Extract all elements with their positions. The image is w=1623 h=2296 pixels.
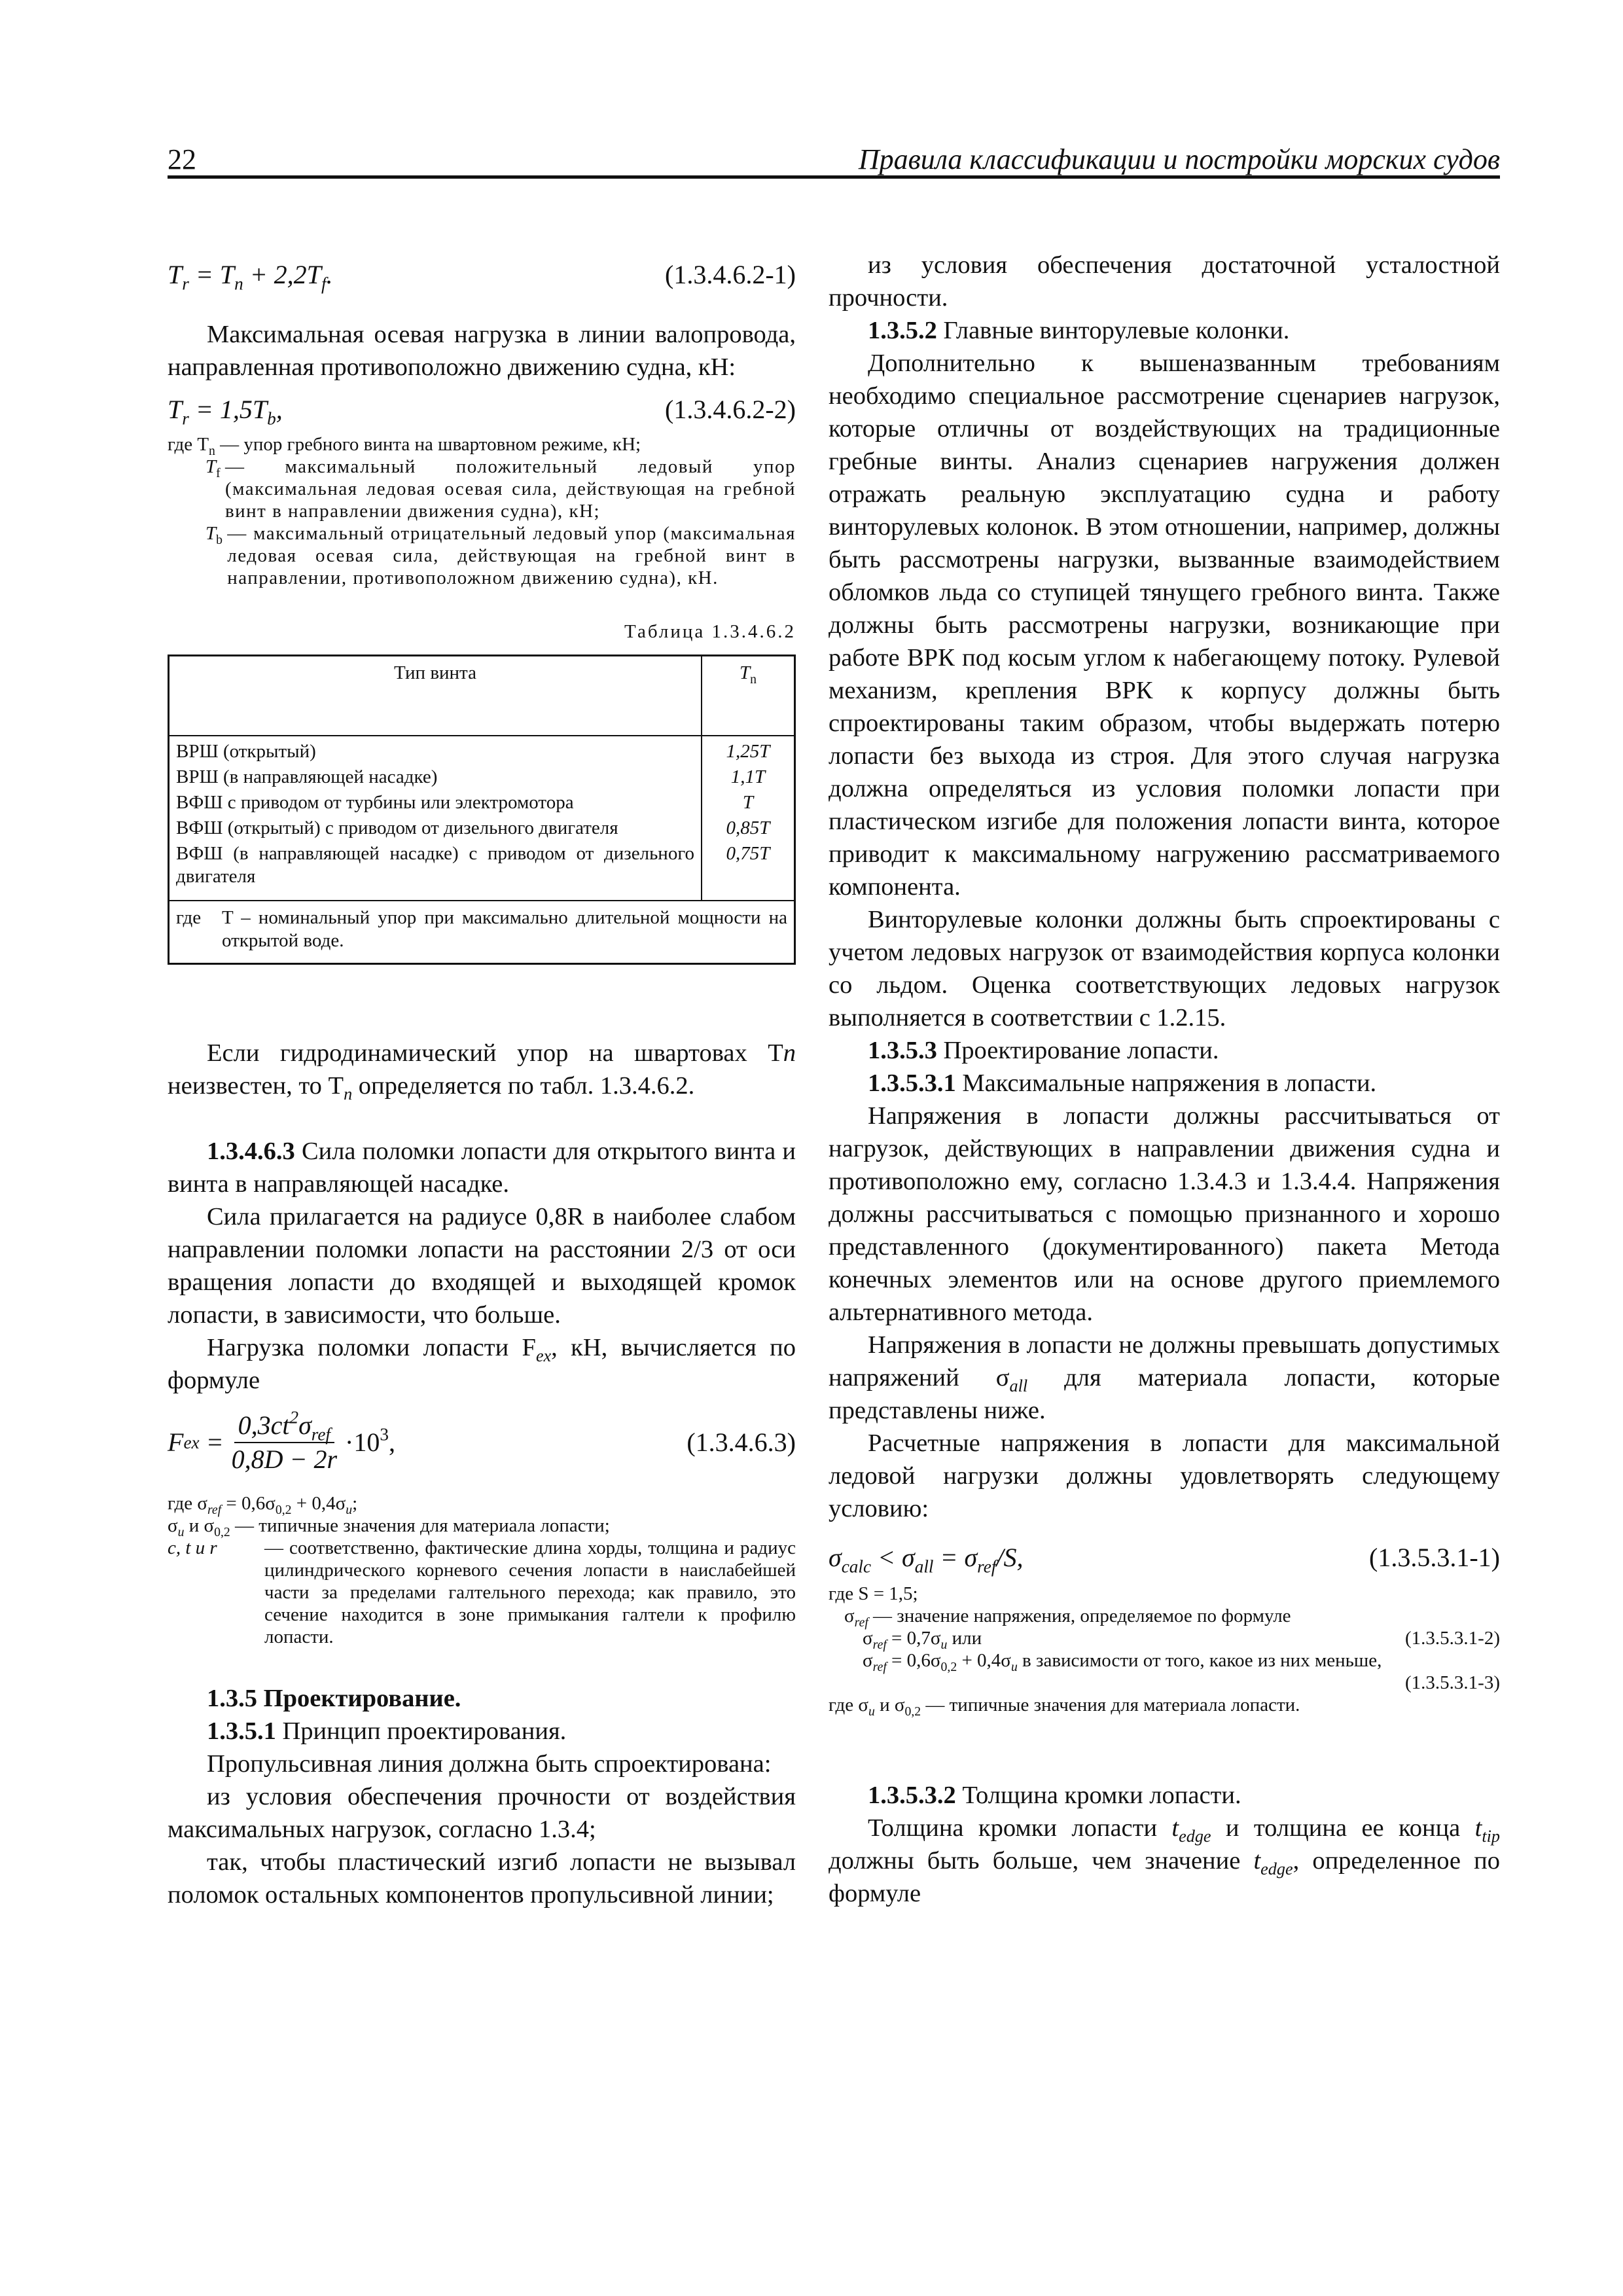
equation-number: (1.3.4.6.2-2) [665, 395, 796, 424]
paragraph-fatigue: из условия обеспечения достаточной усталостной прочности. [829, 251, 1500, 312]
paragraph-propulsion: Пропульсивная линия должна быть спроектирована: [207, 1750, 772, 1778]
paragraph-force-radius: Сила прилагается на радиусе 0,8R в наиболее слабом направлении поломки лопасти на расстоянии 2/3 от оси вращения лопасти до входящей и выходящей кромок лопасти, в зависимости, что больше. [168, 1203, 796, 1329]
paragraph-stress-calc: Напряжения в лопасти должны рассчитываться от нагрузок, действующих в направлении движения судна и противоположно ему, согласно 1.3.4.3 и 1.3.4.4. Напряжения должны рассчитываться с помощью признанного и хорошо представленного (документированного) пакета Метода конечных элементов или на основе другого приемлемого альтернативного метода. [829, 1102, 1500, 1326]
section-1-3-4-6-3: 1.3.4.6.3 Сила поломки лопасти для открытого винта и винта в направляющей насадке. [168, 1138, 796, 1198]
definitions-stress: где S = 1,5; $\sigma_{ref}$ — значение напряжения, определяемое по формуле $\sigma_{ref} = 0,7\sigma_u$ или (1.3.5.3.1-2) $\sigma_{ref} = 0,6\sigma_{0,2} + 0,4\sigma_u$ в зависимости от того, какое из них меньше, (1.3.5.3.1-3) где $\sigma_u$ и $\sigma_{0,2}$ — типичные значения для материала лопасти. [829, 1583, 1500, 1719]
equation-1346-3: F ex = $\frac{0,3ct^2\sigma_{ref}}{0,8D - 2r}$ $\cdot 10^3$, (1.3.4.6.3) [168, 1403, 796, 1482]
table-row: ВРШ (открытый) 1,25T [169, 736, 795, 764]
section-1-3-5-3-2: 1.3.5.3.2 Толщина кромки лопасти. [868, 1782, 1241, 1809]
table-row: ВРШ (в направляющей насадке) 1,1T [169, 764, 795, 790]
table-header-row [169, 656, 795, 736]
section-1-3-5-3-1: 1.3.5.3.1 Максимальные напряжения в лопасти. [868, 1069, 1377, 1097]
equation-1346-2-1: $T_r = T_n + 2,2T_f$. (1.3.4.6.2-1) [168, 258, 796, 292]
table-head-type: Тип винта [169, 656, 702, 736]
definitions-thrust: где $T_n$ — упор гребного винта на швартовном режиме, кН; $T_f$ — максимальный положительный ледовый упор (максимальная ледовая осевая сила, действующая на гребной винт в направлении движения судна), кН; $T_b$ — максимальный отрицательный ледовый упор (максимальная ледовая осевая сила, действующая на гребной винт в направлении, противоположном движению судна), кН. [168, 434, 796, 588]
section-1-3-5-title: 1.3.5 Проектирование. [207, 1685, 461, 1712]
paragraph-condition-2: так, чтобы пластический изгиб лопасти не вызывал поломок остальных компонентов пропульсивной линии; [168, 1848, 796, 1909]
page-number: 22 [168, 143, 196, 175]
definitions-blade-force: где $\sigma_{ref} = 0,6\sigma_{0,2} + 0,4\sigma_u$; $\sigma_u$ и $\sigma_{0,2}$ — типичные значения для материала лопасти; c, t и r — соответственно, фактические длина хорды, толщина и радиус цилиндрического корневого сечения лопасти в наислабейшей части за пределами галтельного перехода; как правило, это сечение находится в зоне примыкания галтели к профилю лопасти. [168, 1493, 796, 1647]
equation-number: (1.3.4.6.2-1) [665, 260, 796, 289]
table-note-row: где T – номинальный упор при максимально длительной мощности на открытой воде. [169, 901, 795, 964]
paragraph-ice-loads: Винторулевые колонки должны быть спроектированы с учетом ледовых нагрузок от взаимодействия корпуса колонки со льдом. Оценка соответствующих ледовых нагрузок выполняется в соответствии с 1.2.15. [829, 906, 1500, 1031]
header-rule [168, 175, 1500, 179]
equation-number: (1.3.4.6.3) [687, 1427, 796, 1457]
table-row: ВФШ (открытый) с приводом от дизельного двигателя 0,85T [169, 816, 795, 841]
table-head-tn: $T_n$ [702, 656, 795, 736]
running-title: Правила классификации и постройки морских судов [858, 143, 1500, 175]
paragraph-if-unknown: Если гидродинамический упор на швартовах Tn неизвестен, то $T_n$ определяется по табл. 1.3.4.6.2. [168, 1039, 796, 1104]
formula-fraction: $\frac{0,3ct^2\sigma_{ref}}{0,8D - 2r}$ [231, 1407, 338, 1474]
paragraph-scenarios: Дополнительно к вышеназванным требованиям необходимо специальное рассмотрение сценариев нагрузок, которые отличны от воздействующих на традиционные гребные винты. Анализ сценариев нагружения должен отражать реальную эксплуатацию судна и работу винторулевых колонок. В этом отношении, например, должны быть рассмотрены нагрузки, вызванные взаимодействием обломков льда со ступицей тянущего гребного винта. Также должны быть рассмотрены нагрузки, возникающие при работе ВРК под косым углом к набегающему потоку. Рулевой механизм, крепления ВРК к корпусу должны быть спроектированы таким образом, чтобы выдержать потерю лопасти без выхода из строя. Для этого случая нагрузка должна определяться из условия поломки лопасти при пластическом изгибе для положения лопасти винта, которое приводит к максимальному нагружению рассматриваемого компонента. [829, 350, 1500, 901]
paragraph-load-formula: Нагрузка поломки лопасти $F_{ex}$, кН, вычисляется по формуле [168, 1334, 796, 1394]
section-1-3-5-1: 1.3.5.1 Принцип проектирования. [207, 1717, 567, 1745]
paragraph-design-stress: Расчетные напряжения в лопасти для максимальной ледовой нагрузки должны удовлетворять следующему условию: [829, 1429, 1500, 1522]
equation-number: (1.3.5.3.1-1) [1369, 1543, 1500, 1572]
equation-1346-2-2: $T_r = 1,5T_b$, (1.3.4.6.2-2) [168, 393, 796, 427]
paragraph-condition-1: из условия обеспечения прочности от воздействия максимальных нагрузок, согласно 1.3.4; [168, 1783, 796, 1843]
section-1-3-5-2: 1.3.5.2 Главные винторулевые колонки. [868, 317, 1290, 344]
paragraph-edge-thickness: Толщина кромки лопасти $t_{edge}$ и толщина ее конца $t_{tip}$ должны быть больше, чем значение $t_{edge}$, определенное по формуле [829, 1814, 1500, 1907]
table-row: ВФШ (в направляющей насадке) с приводом от дизельного двигателя 0,75T [169, 841, 795, 901]
section-1-3-5-3: 1.3.5.3 Проектирование лопасти. [868, 1037, 1219, 1064]
equation-1353-1-1: $\sigma_{calc} < \sigma_{all} = \sigma_{ref}/S$, (1.3.5.3.1-1) [829, 1541, 1500, 1575]
paragraph-max-axial: Максимальная осевая нагрузка в линии валопровода, направленная противоположно движению судна, кН: [168, 321, 796, 381]
table-caption: Таблица 1.3.4.6.2 [624, 621, 796, 642]
left-column [168, 249, 796, 1911]
thrust-table [168, 655, 796, 965]
right-column [829, 249, 1500, 1910]
paragraph-allowable: Напряжения в лопасти не должны превышать допустимых напряжений $\sigma_{all}$ для материала лопасти, которые представлены ниже. [829, 1331, 1500, 1424]
table-row: ВФШ с приводом от турбины или электромотора T [169, 790, 795, 816]
